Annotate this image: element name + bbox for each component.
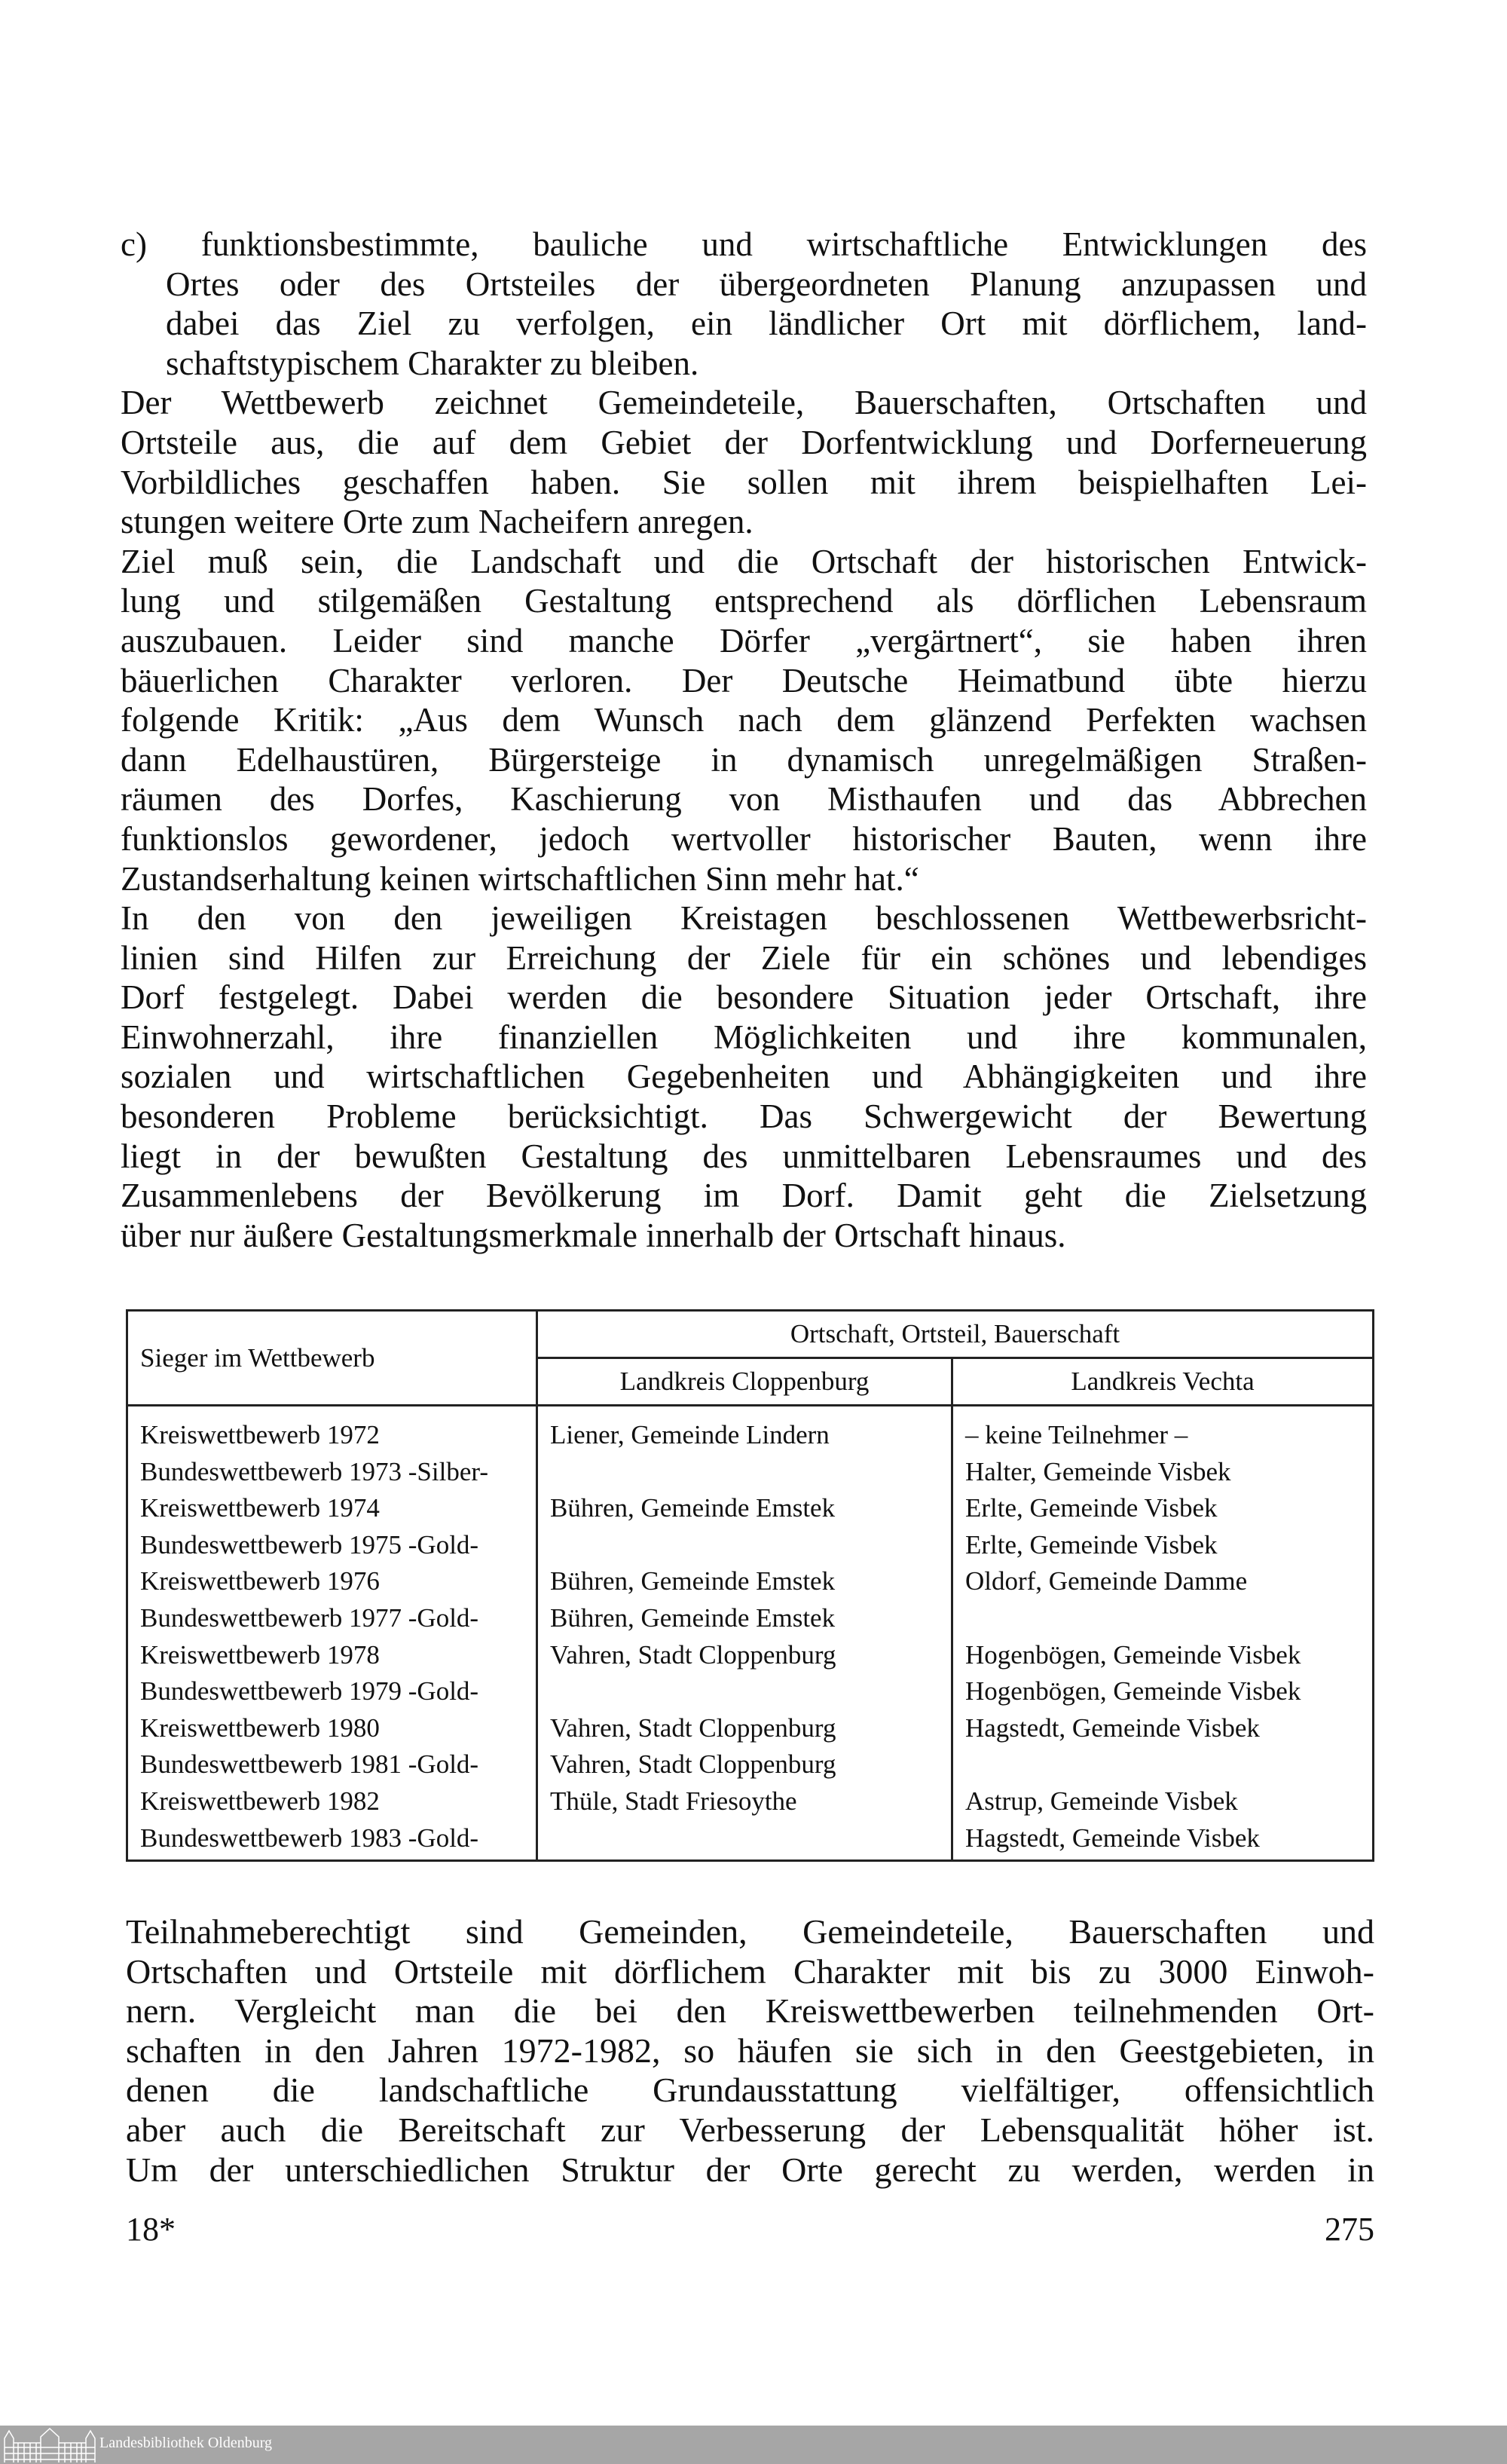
winner-cell: Bundeswettbewerb 1977 -Gold- (127, 1600, 537, 1637)
cloppenburg-cell (537, 1820, 952, 1861)
text-line: besonderen Probleme berücksichtigt. Das Schwergewicht der Bewertung (121, 1097, 1367, 1136)
text-line: räumen des Dorfes, Kaschierung von Misthaufen und das Abbrechen (121, 780, 1367, 819)
winner-cell: Kreiswettbewerb 1982 (127, 1783, 537, 1820)
competition-winners-table (126, 1309, 1374, 1862)
vechta-cell: Hagstedt, Gemeinde Visbek (952, 1710, 1374, 1747)
text-line: Ortes oder des Ortsteiles der übergeordneten Planung anzupassen und (166, 265, 1367, 303)
table-row (127, 1783, 1374, 1820)
text-line: auszubauen. Leider sind manche Dörfer „vergärtnert“, sie haben ihren (121, 621, 1367, 660)
winner-cell: Bundeswettbewerb 1979 -Gold- (127, 1673, 537, 1710)
library-building-icon (3, 2428, 96, 2462)
text-line: linien sind Hilfen zur Erreichung der Ziele für ein schönes und lebendiges (121, 938, 1367, 977)
vechta-cell: Hagstedt, Gemeinde Visbek (952, 1820, 1374, 1861)
cloppenburg-cell (537, 1454, 952, 1491)
cloppenburg-cell: Vahren, Stadt Cloppenburg (537, 1710, 952, 1747)
text-line: Ortsteile aus, die auf dem Gebiet der Dorfentwicklung und Dorferneuerung (121, 423, 1367, 461)
header-cloppenburg: Landkreis Cloppenburg (537, 1358, 952, 1406)
library-name: Landesbibliothek Oldenburg (99, 2435, 273, 2451)
winner-cell: Bundeswettbewerb 1981 -Gold- (127, 1746, 537, 1783)
table-row (127, 1673, 1374, 1710)
vechta-cell: Oldorf, Gemeinde Damme (952, 1563, 1374, 1600)
cloppenburg-cell: Bühren, Gemeinde Emstek (537, 1563, 952, 1600)
text-line: Vorbildliches geschaffen haben. Sie sollen mit ihrem beispielhaften Lei- (121, 463, 1367, 501)
text-line: funktionslos gewordener, jedoch wertvoller historischer Bauten, wenn ihre (121, 819, 1367, 858)
paragraph-after-table (126, 1912, 1374, 2190)
table-row (127, 1637, 1374, 1674)
text-line: lung und stilgemäßen Gestaltung entsprechend als dörflichen Lebensraum (121, 582, 1367, 620)
text-line: denen die landschaftliche Grundausstattung vielfältiger, offensichtlich (126, 2071, 1374, 2110)
winner-cell: Kreiswettbewerb 1976 (127, 1563, 537, 1600)
text-line: bäuerlichen Charakter verloren. Der Deutsche Heimatbund übte hierzu (121, 661, 1367, 699)
text-line: aber auch die Bereitschaft zur Verbesserung der Lebensqualität höher ist. (126, 2110, 1374, 2149)
table-row (127, 1710, 1374, 1747)
table-row (127, 1454, 1374, 1491)
winner-cell: Kreiswettbewerb 1980 (127, 1710, 537, 1747)
table-row (127, 1746, 1374, 1783)
winner-cell: Bundeswettbewerb 1973 -Silber- (127, 1454, 537, 1491)
cloppenburg-cell: Vahren, Stadt Cloppenburg (537, 1637, 952, 1674)
text-line: dabei das Ziel zu verfolgen, ein ländlicher Ort mit dörflichem, land- (166, 305, 1367, 343)
vechta-cell: Erlte, Gemeinde Visbek (952, 1490, 1374, 1527)
cloppenburg-cell: Vahren, Stadt Cloppenburg (537, 1746, 952, 1783)
text-line: Ortschaften und Ortsteile mit dörflichem Charakter mit bis zu 3000 Einwoh- (126, 1951, 1374, 1991)
cloppenburg-cell: Bühren, Gemeinde Emstek (537, 1490, 952, 1527)
text-line: Einwohnerzahl, ihre finanziellen Möglichkeiten und ihre kommunalen, (121, 1018, 1367, 1056)
table-row (127, 1406, 1374, 1454)
text-line: Zusammenlebens der Bevölkerung im Dorf. Damit geht die Zielsetzung (121, 1177, 1367, 1215)
body-text (121, 225, 1367, 1255)
table-row (127, 1490, 1374, 1527)
text-line: schaften in den Jahren 1972-1982, so häufen sie sich in den Geestgebieten, in (126, 2031, 1374, 2070)
winner-cell: Kreiswettbewerb 1978 (127, 1637, 537, 1674)
text-line: Um der unterschiedlichen Struktur der Orte gerecht zu werden, werden in (126, 2150, 1374, 2189)
text-line: über nur äußere Gestaltungsmerkmale innerhalb der Ortschaft hinaus. (121, 1216, 1066, 1254)
text-line: Der Wettbewerb zeichnet Gemeindeteile, Bauerschaften, Ortschaften und (121, 384, 1367, 422)
winner-cell: Kreiswettbewerb 1972 (127, 1406, 537, 1454)
text-line: Ziel muß sein, die Landschaft und die Ortschaft der historischen Entwick- (121, 542, 1367, 580)
vechta-cell: – keine Teilnehmer – (952, 1406, 1374, 1454)
signature-mark: 18* (126, 2211, 176, 2248)
text-line: schaftstypischem Charakter zu bleiben. (166, 344, 699, 382)
vechta-cell (952, 1746, 1374, 1783)
vechta-cell: Halter, Gemeinde Visbek (952, 1454, 1374, 1491)
winner-cell: Bundeswettbewerb 1983 -Gold- (127, 1820, 537, 1861)
text-line: folgende Kritik: „Aus dem Wunsch nach dem glänzend Perfekten wachsen (121, 701, 1367, 739)
header-group: Ortschaft, Ortsteil, Bauerschaft (537, 1311, 1374, 1358)
vechta-cell: Erlte, Gemeinde Visbek (952, 1527, 1374, 1564)
winner-cell: Bundeswettbewerb 1975 -Gold- (127, 1527, 537, 1564)
table-row (127, 1820, 1374, 1861)
header-vechta: Landkreis Vechta (952, 1358, 1374, 1406)
footer-bar (0, 2426, 1507, 2464)
cloppenburg-cell (537, 1527, 952, 1564)
text-line: In den von den jeweiligen Kreistagen beschlossenen Wettbewerbsricht- (121, 899, 1367, 938)
vechta-cell: Hogenbögen, Gemeinde Visbek (952, 1673, 1374, 1710)
text-line: Zustandserhaltung keinen wirtschaftlichen Sinn mehr hat.“ (121, 859, 919, 898)
cloppenburg-cell: Liener, Gemeinde Lindern (537, 1406, 952, 1454)
header-winner: Sieger im Wettbewerb (127, 1311, 537, 1406)
text-line: liegt in der bewußten Gestaltung des unmittelbaren Lebensraumes und des (121, 1137, 1367, 1175)
text-line: nern. Vergleicht man die bei den Kreiswettbewerben teilnehmenden Ort- (126, 1991, 1374, 2031)
text-line: dann Edelhaustüren, Bürgersteige in dynamisch unregelmäßigen Straßen- (121, 740, 1367, 779)
vechta-cell: Hogenbögen, Gemeinde Visbek (952, 1637, 1374, 1674)
text-line: Dorf festgelegt. Dabei werden die besondere Situation jeder Ortschaft, ihre (121, 978, 1367, 1017)
table-row (127, 1527, 1374, 1564)
cloppenburg-cell: Thüle, Stadt Friesoythe (537, 1783, 952, 1820)
table-row (127, 1563, 1374, 1600)
cloppenburg-cell: Bühren, Gemeinde Emstek (537, 1600, 952, 1637)
page-number: 275 (1325, 2211, 1374, 2248)
vechta-cell (952, 1600, 1374, 1637)
table-row (127, 1600, 1374, 1637)
text-line: Teilnahmeberechtigt sind Gemeinden, Gemeindeteile, Bauerschaften und (126, 1912, 1374, 1951)
text-line: stungen weitere Orte zum Nacheifern anregen. (121, 503, 754, 541)
cloppenburg-cell (537, 1673, 952, 1710)
text-line: c) funktionsbestimmte, bauliche und wirtschaftliche Entwicklungen des (121, 225, 1367, 263)
vechta-cell: Astrup, Gemeinde Visbek (952, 1783, 1374, 1820)
winner-cell: Kreiswettbewerb 1974 (127, 1490, 537, 1527)
text-line: sozialen und wirtschaftlichen Gegebenheiten und Abhängigkeiten und ihre (121, 1058, 1367, 1096)
